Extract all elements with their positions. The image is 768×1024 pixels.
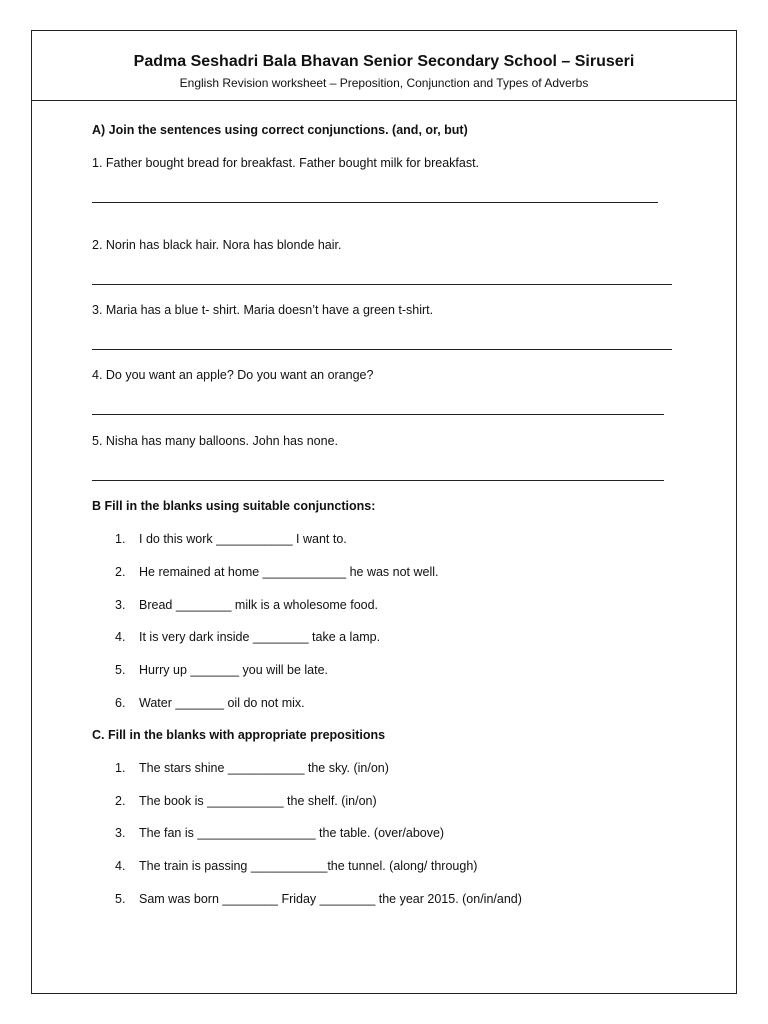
section-b-heading: B Fill in the blanks using suitable conjunctions: [92,499,376,513]
section-b-item-number: 1. [115,532,126,546]
section-a-question-1: 1. Father bought bread for breakfast. Father bought milk for breakfast. [92,156,480,170]
worksheet-subtitle: English Revision worksheet – Preposition, Conjunction and Types of Adverbs [179,76,589,90]
section-b-item-text: Water _______ oil do not mix. [139,696,305,710]
section-c-item-text: The stars shine ___________ the sky. (in/on) [139,761,389,775]
worksheet-header [32,31,736,101]
section-c-item-text: The book is ___________ the shelf. (in/on) [139,794,377,808]
answer-line-5 [92,480,664,481]
section-c-item-number: 1. [115,761,126,775]
section-c-item-text: Sam was born ________ Friday ________ the year 2015. (on/in/and) [139,892,522,906]
section-b-item-number: 6. [115,696,126,710]
section-b-item-text: Bread ________ milk is a wholesome food. [139,598,379,612]
section-b-item-text: I do this work ___________ I want to. [139,532,347,546]
section-a-question-5: 5. Nisha has many balloons. John has none. [92,434,338,448]
section-b-item-number: 4. [115,630,126,644]
section-b-item-number: 3. [115,598,126,612]
section-c-item-text: The fan is _________________ the table. (over/above) [139,826,445,840]
section-b-item-text: Hurry up _______ you will be late. [139,663,329,677]
section-c-item-number: 2. [115,794,126,808]
answer-line-4 [92,414,664,415]
section-b-item-text: He remained at home ____________ he was not well. [139,565,439,579]
school-name: Padma Seshadri Bala Bhavan Senior Secondary School – Siruseri [133,53,635,70]
section-c-item-text: The train is passing ___________the tunnel. (along/ through) [139,859,478,873]
section-b-item-number: 5. [115,663,126,677]
section-a-heading: A) Join the sentences using correct conjunctions. (and, or, but) [92,123,468,137]
section-c-item-number: 3. [115,826,126,840]
section-a-question-3: 3. Maria has a blue t- shirt. Maria doesn’t have a green t-shirt. [92,303,434,317]
section-b-item-number: 2. [115,565,126,579]
section-b-item-text: It is very dark inside ________ take a lamp. [139,630,381,644]
section-c-item-number: 4. [115,859,126,873]
section-a-question-4: 4. Do you want an apple? Do you want an orange? [92,368,374,382]
section-a-question-2: 2. Norin has black hair. Nora has blonde hair. [92,238,342,252]
answer-line-1 [92,202,658,203]
section-c-heading: C. Fill in the blanks with appropriate prepositions [92,728,386,742]
section-c-item-number: 5. [115,892,126,906]
answer-line-2 [92,284,672,285]
answer-line-3 [92,349,672,350]
